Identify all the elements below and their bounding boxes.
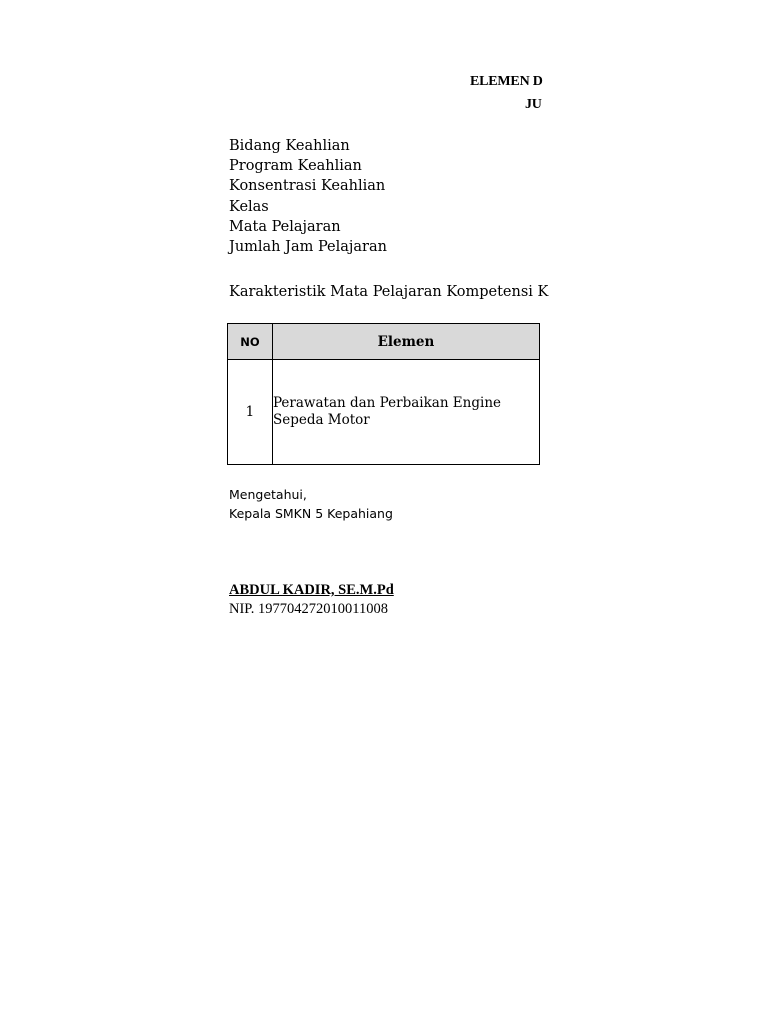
column-header-elemen: Elemen — [272, 324, 539, 360]
row-elemen-cell — [272, 360, 539, 465]
table-row — [228, 360, 540, 465]
elements-table — [227, 323, 540, 465]
signer-block — [229, 581, 394, 619]
info-label-kelas: Kelas — [229, 198, 269, 215]
info-label-program-keahlian: Program Keahlian — [229, 158, 362, 175]
signer-name: ABDUL KADIR, SE.M.Pd — [229, 582, 394, 598]
column-header-no: NO — [228, 324, 273, 360]
table-header-row — [228, 324, 540, 360]
document-title-line-1: ELEMEN D — [470, 74, 543, 89]
info-label-konsentrasi-keahlian: Konsentrasi Keahlian — [229, 178, 386, 195]
characteristic-text: Karakteristik Mata Pelajaran Kompetensi K — [229, 284, 549, 300]
acknowledgement-block — [229, 485, 393, 523]
acknowledgement-line-2: Kepala SMKN 5 Kepahiang — [229, 506, 393, 521]
document-title-line-2: JU — [525, 97, 542, 112]
info-labels-list — [229, 136, 387, 257]
info-label-mata-pelajaran: Mata Pelajaran — [229, 218, 341, 235]
row-elemen-text: Perawatan dan Perbaikan Engine Sepeda Motor — [272, 395, 501, 428]
acknowledgement-line-1: Mengetahui, — [229, 487, 307, 502]
row-number-cell: 1 — [228, 360, 273, 465]
info-label-jumlah-jam: Jumlah Jam Pelajaran — [229, 238, 387, 255]
info-label-bidang-keahlian: Bidang Keahlian — [229, 138, 350, 154]
signer-nip: NIP. 197704272010011008 — [229, 601, 388, 617]
